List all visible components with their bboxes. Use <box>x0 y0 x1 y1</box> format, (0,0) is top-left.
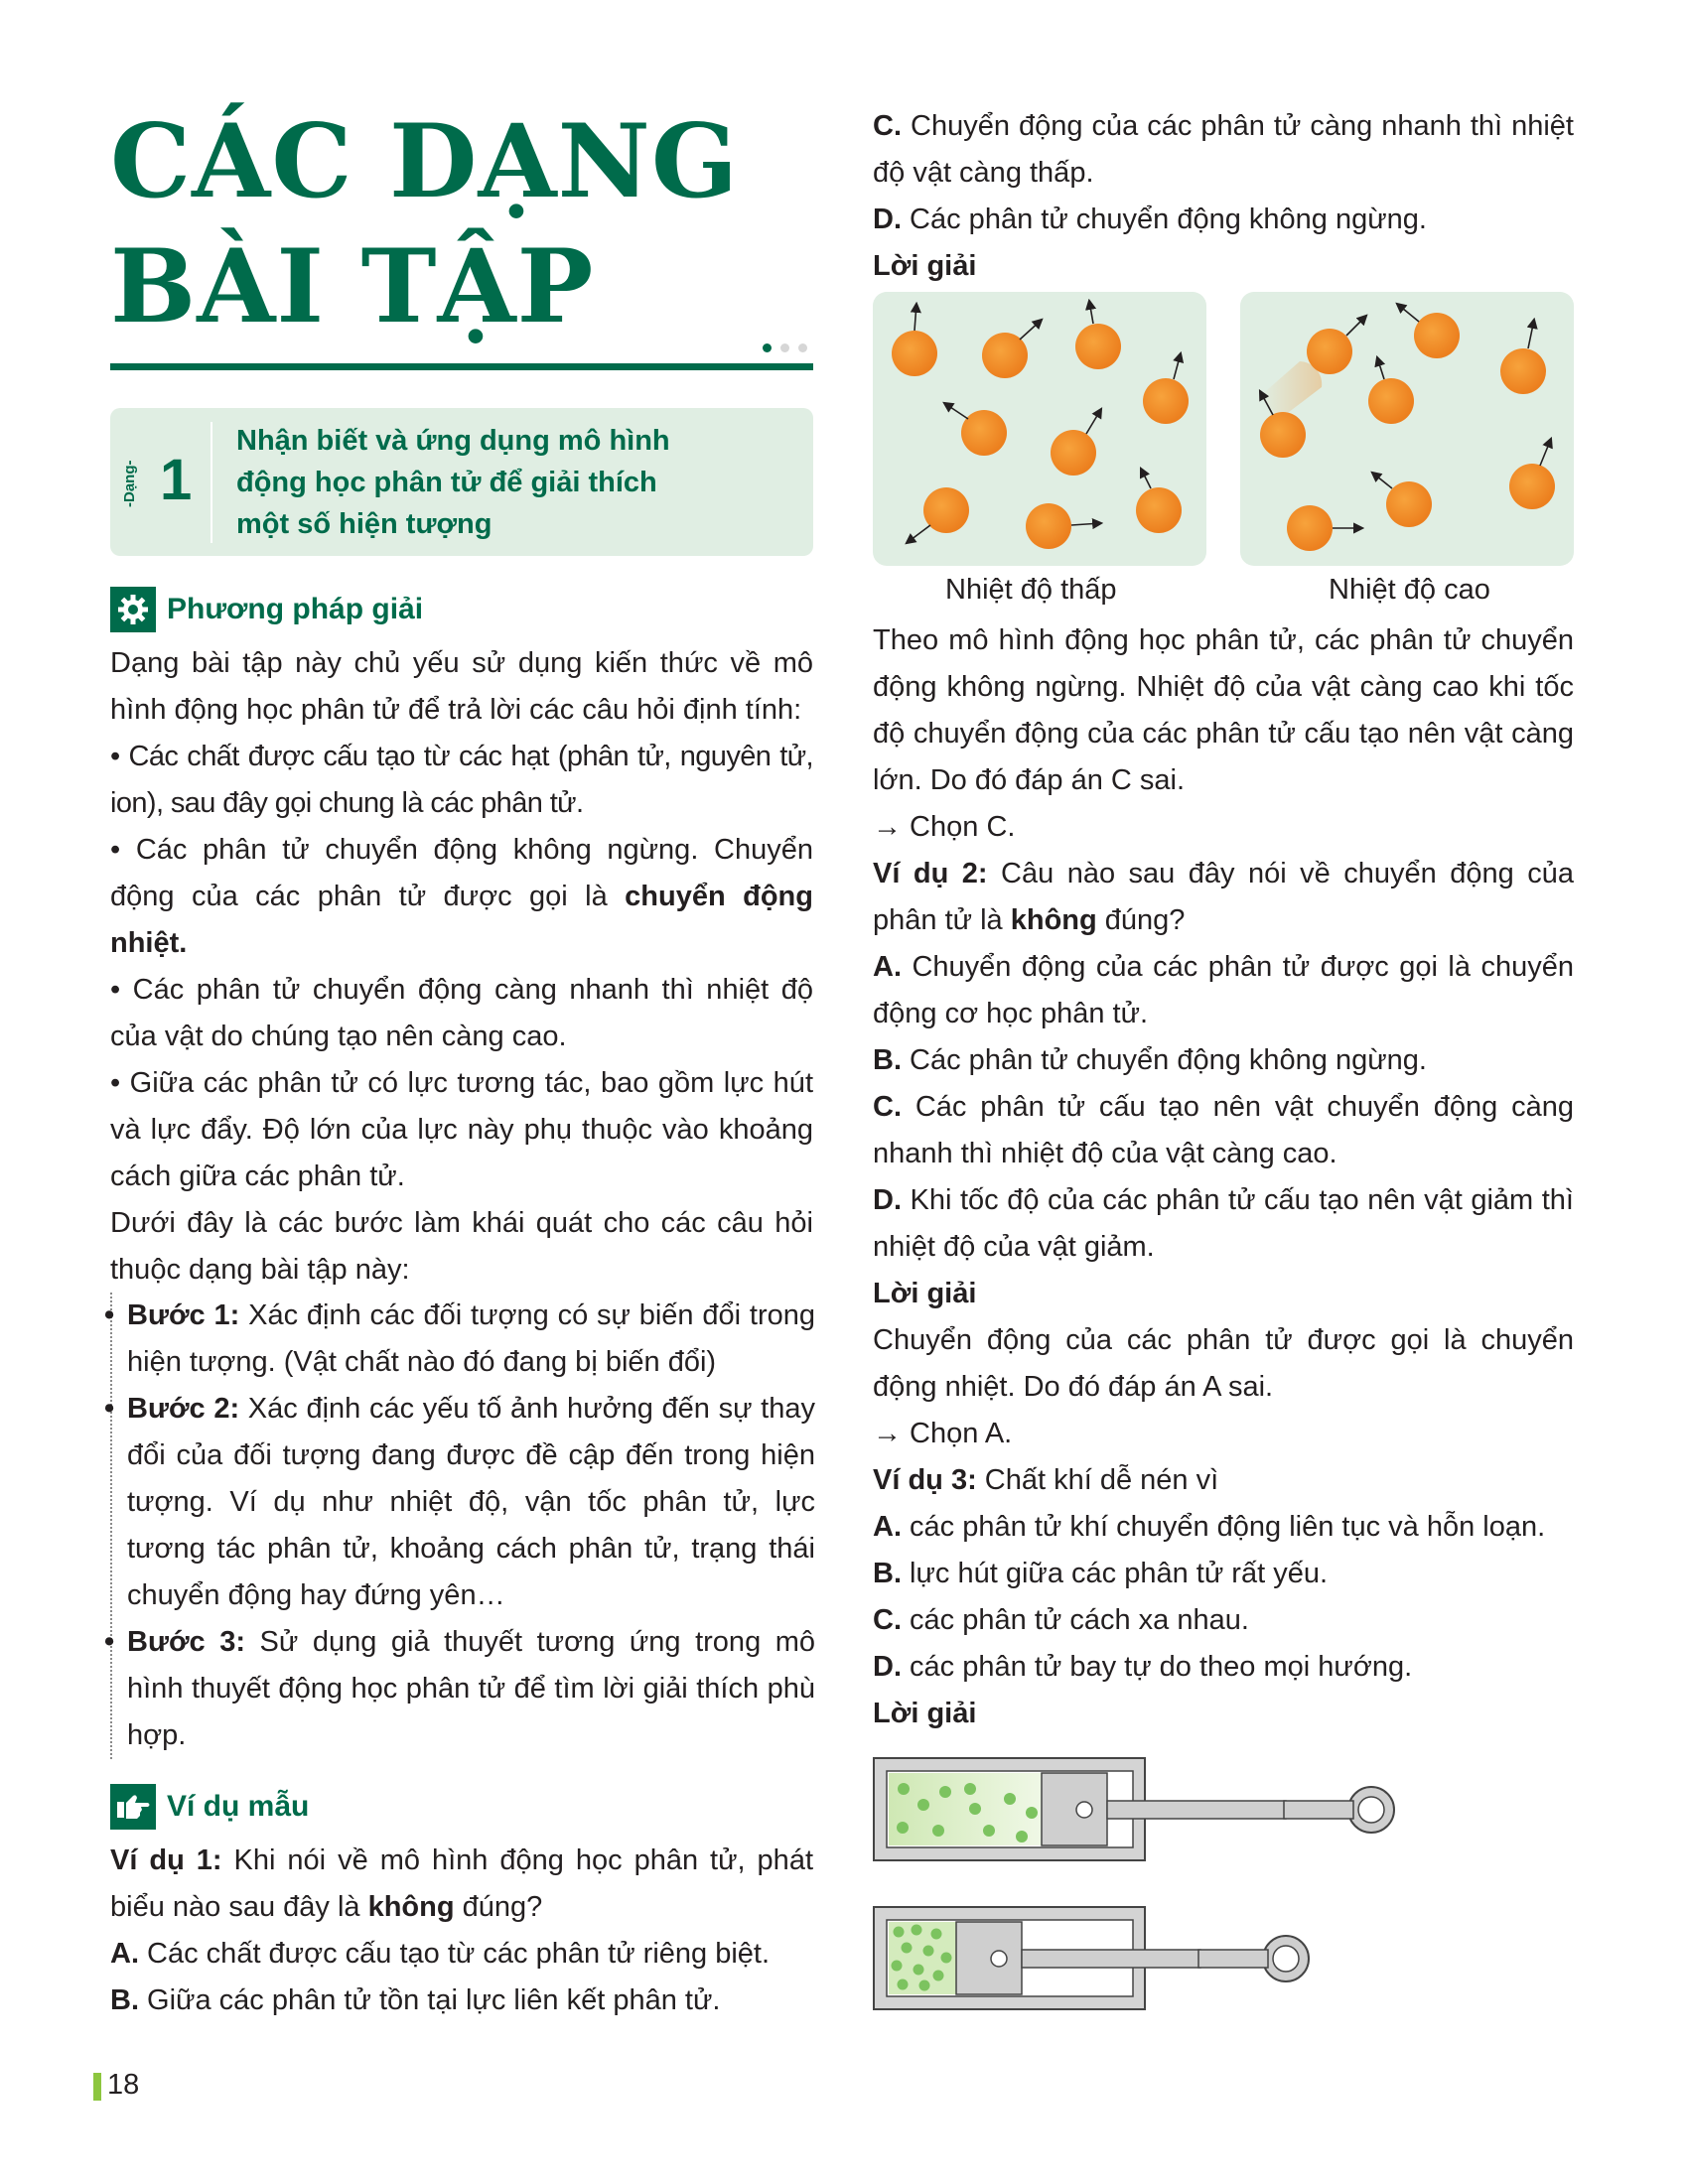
bullet-3: • Các phân tử chuyển động càng nhanh thì nhiệt độ của vật do chúng tạo nên càng cao. <box>110 974 813 1052</box>
gear-icon <box>110 587 156 632</box>
page-title-line1: CÁC DẠNG <box>110 102 739 221</box>
bullet-1: • Các chất được cấu tạo từ các hạt (phân tử, nguyên tử, ion), sau đây gọi chung là các phân tử. <box>110 741 813 819</box>
ex1-option-d: D. Các phân tử chuyển động không ngừng. <box>873 204 1427 235</box>
step-2: • Bước 2: Xác định các yếu tố ảnh hưởng đến sự thay đổi của đối tượng đang được đề cập đến trong hiện tượng. Ví dụ như nhiệt độ, vận tốc phân tử, lực tương tác phân tử, khoảng cách phân tử, trạng thái chuyển động hay đứng yên… <box>104 1393 815 1611</box>
dang-separator <box>211 422 212 543</box>
example-1-continued <box>873 103 1574 290</box>
dang-title: Nhận biết và ứng dụng mô hình động học phân tử để giải thích một số hiện tượng <box>236 425 670 540</box>
ex1-solution-label: Lời giải <box>873 250 977 282</box>
page-number: 18 <box>107 2069 140 2101</box>
piston-diagram <box>873 1757 1409 2015</box>
ex2-solution-label: Lời giải <box>873 1278 977 1309</box>
ex2-option-a: A. Chuyển động của các phân tử được gọi là chuyển động cơ học phân tử. <box>873 951 1574 1029</box>
ex1-answer: → Chọn C. <box>873 811 1016 843</box>
ex3-option-a: A. các phân tử khí chuyển động liên tục và hỗn loạn. <box>873 1511 1546 1543</box>
ex2-option-c: C. Các phân tử cấu tạo nên vật chuyển động càng nhanh thì nhiệt độ của vật càng cao. <box>873 1091 1574 1169</box>
ex1-solution: Theo mô hình động học phân tử, các phân tử chuyển động không ngừng. Nhiệt độ của vật càng cao khi tốc độ chuyển động của các phân tử cấu tạo nên vật càng lớn. Do đó đáp án C sai. <box>873 624 1574 796</box>
ex1-option-a: A. Các chất được cấu tạo từ các phân tử riêng biệt. <box>110 1938 771 1970</box>
step-1: • Bước 1: Xác định các đối tượng có sự biến đổi trong hiện tượng. (Vật chất nào đó đang bị biến đổi) <box>104 1299 815 1378</box>
right-column-body <box>873 617 1574 1737</box>
bullet-2: • Các phân tử chuyển động không ngừng. Chuyển động của các phân tử được gọi là chuyển động nhiệt. <box>110 834 813 959</box>
decorative-dots <box>763 340 816 357</box>
pointing-hand-icon <box>110 1784 156 1830</box>
steps-intro: Dưới đây là các bước làm khái quát cho các câu hỏi thuộc dạng bài tập này: <box>110 1207 813 1286</box>
dang-number: 1 <box>160 448 193 512</box>
step-3: • Bước 3: Sử dụng giả thuyết tương ứng trong mô hình thuyết động học phân tử để tìm lời giải thích phù hợp. <box>104 1626 816 1751</box>
ex3-option-b: B. lực hút giữa các phân tử rất yếu. <box>873 1558 1329 1589</box>
method-body <box>110 640 813 1294</box>
ex3-option-d: D. các phân tử bay tự do theo mọi hướng. <box>873 1651 1413 1683</box>
ex2-option-b: B. Các phân tử chuyển động không ngừng. <box>873 1044 1427 1076</box>
dang-label: -Dạng- <box>121 460 138 507</box>
example-3-question: Ví dụ 3: Chất khí dễ nén vì <box>873 1464 1219 1496</box>
steps-list <box>104 1293 816 1759</box>
page-title <box>110 99 739 349</box>
example-1-question: Ví dụ 1: Khi nói về mô hình động học phân tử, phát biểu nào sau đây là không đúng? A. Các chất được cấu tạo từ các phân tử riêng biệt. B. Giữa các phân tử tồn tại lực liên kết phân tử. <box>110 1838 813 2024</box>
example-2-question: Ví dụ 2: Câu nào sau đây nói về chuyển động của phân tử là không đúng? <box>873 858 1574 936</box>
ex2-solution: Chuyển động của các phân tử được gọi là chuyển động nhiệt. Do đó đáp án A sai. <box>873 1324 1574 1403</box>
particle-illustration <box>873 292 1574 566</box>
bullet-4: • Giữa các phân tử có lực tương tác, bao gồm lực hút và lực đẩy. Độ lớn của lực này phụ thuộc vào khoảng cách giữa các phân tử. <box>110 1067 813 1192</box>
ex3-option-c: C. các phân tử cách xa nhau. <box>873 1604 1249 1636</box>
caption-high-temperature: Nhiệt độ cao <box>1329 574 1490 606</box>
page-number-bar <box>93 2073 101 2101</box>
ex3-solution-label: Lời giải <box>873 1698 977 1729</box>
ex2-option-d: D. Khi tốc độ của các phân tử cấu tạo nên vật giảm thì nhiệt độ của vật giảm. <box>873 1184 1574 1263</box>
page-title-line2: BÀI TẬP <box>110 227 595 346</box>
ex1-option-c: C. Chuyển động của các phân tử càng nhanh thì nhiệt độ vật càng thấp. <box>873 110 1574 189</box>
caption-low-temperature: Nhiệt độ thấp <box>945 574 1117 606</box>
piston-expanded <box>874 1758 1394 1860</box>
ex2-answer: → Chọn A. <box>873 1418 1013 1449</box>
method-intro: Dạng bài tập này chủ yếu sử dụng kiến thức về mô hình động học phân tử để trả lời các câu hỏi định tính: <box>110 647 813 726</box>
title-rule <box>110 363 813 370</box>
ex1-option-b: B. Giữa các phân tử tồn tại lực liên kết phân tử. <box>110 1984 721 2016</box>
piston-compressed <box>874 1907 1309 2009</box>
